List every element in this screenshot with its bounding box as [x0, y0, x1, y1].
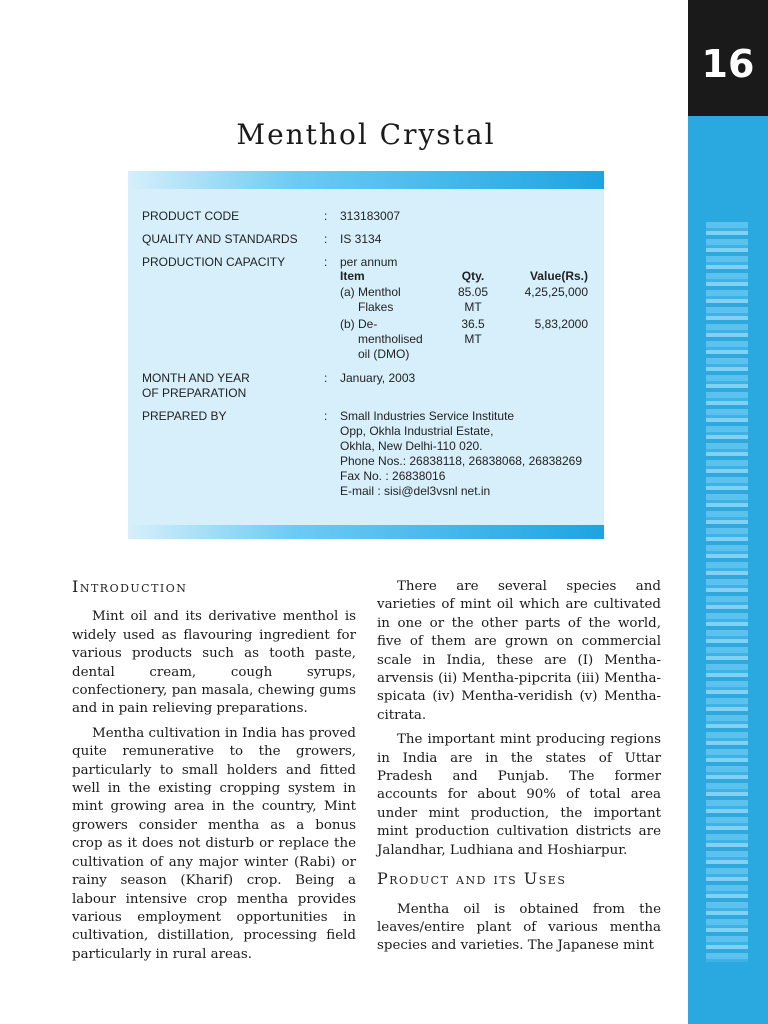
row-month-year	[128, 371, 604, 403]
page-number-tab	[688, 0, 768, 116]
table-row	[340, 317, 590, 365]
quality-value: IS 3134	[340, 232, 382, 246]
month-year-value: January, 2003	[340, 371, 416, 385]
info-box-top-bar	[128, 171, 604, 189]
qty-line: 36.5	[461, 317, 485, 331]
address-line: Okhla, New Delhi-110 020.	[340, 439, 483, 453]
address-line: Opp, Okhla Industrial Estate,	[340, 424, 494, 438]
colon: :	[324, 409, 328, 423]
qty-line: MT	[464, 300, 482, 314]
colon: :	[324, 371, 328, 385]
prepared-by-label: PREPARED BY	[142, 409, 227, 423]
month-year-label	[142, 371, 322, 401]
fax-line: Fax No. : 26838016	[340, 469, 446, 483]
body-paragraph: Mentha oil is obtained from the leaves/entire plant of various mentha species and varieties. The Japanese mint	[377, 901, 661, 954]
quality-label: QUALITY AND STANDARDS	[142, 232, 298, 246]
introduction-heading: Introduction	[72, 577, 188, 596]
colon: :	[324, 232, 328, 246]
row-prepared-by	[128, 409, 604, 509]
label-line: MONTH AND YEAR	[142, 371, 250, 385]
capacity-label: PRODUCTION CAPACITY	[142, 255, 286, 269]
body-paragraph: The important mint producing regions in India are in the states of Uttar Pradesh and Punjab. The former accounts for about 90% of total area under mint production, the important mint production cultivation districts are Jalandhar, Ludhiana and Hoshiarpur.	[377, 732, 661, 858]
product-info-box	[128, 171, 604, 539]
row-value: 4,25,25,000	[524, 285, 588, 299]
qty-line: 85.05	[457, 285, 489, 299]
header-item: Item	[340, 269, 365, 283]
prepared-by-value	[340, 409, 582, 499]
phone-line: Phone Nos.: 26838118, 26838068, 26838269	[340, 454, 582, 468]
left-column	[72, 578, 356, 970]
product-code-value: 313183007	[340, 209, 401, 223]
row-item	[340, 317, 440, 362]
item-line: (a) Menthol	[340, 285, 401, 299]
email-line: E-mail : sisi@del3vsnl net.in	[340, 484, 491, 498]
colon: :	[324, 255, 328, 269]
page-title: Menthol Crystal	[236, 118, 496, 151]
table-row	[340, 285, 590, 317]
qty-line: MT	[464, 332, 482, 346]
row-value: 5,83,2000	[534, 317, 588, 331]
item-line: (b) De-	[340, 317, 378, 331]
row-item	[340, 285, 440, 315]
item-line: mentholised	[358, 332, 423, 346]
capacity-intro: per annum	[340, 255, 398, 269]
row-qty	[448, 285, 498, 315]
product-code-label: PRODUCT CODE	[142, 209, 240, 223]
label-line: OF PREPARATION	[142, 386, 247, 400]
header-qty: Qty.	[461, 269, 485, 283]
page-number: 16	[701, 42, 755, 86]
intro-paragraph: Mentha cultivation in India has proved quite remunerative to the growers, particularly to small holders and fitted well in the existing cropping system in mint growing area in the country, Mint growers consider mentha as a bonus crop as it does not disturb or replace the cultivation of any major winter (Rabi) or rainy season (Kharif) crop. Being a labour intensive crop mentha provides various employment opportunities in cultivation, distillation, processing field particularly in rural areas.	[72, 725, 356, 962]
address-line: Small Industries Service Institute	[340, 409, 515, 423]
colon: :	[324, 209, 328, 223]
info-box-bottom-bar	[128, 525, 604, 539]
item-line: oil (DMO)	[358, 347, 410, 361]
product-heading: Product and its Uses	[377, 869, 567, 889]
row-qty	[448, 317, 498, 347]
body-paragraph: There are several species and varieties of mint oil which are cultivated in one or the other parts of the world, five of them are grown on commercial scale in India, these are (I) Mentha-arvensis (ii) Mentha-pipcrita (iii) Mentha-spicata (iv) Mentha-veridish (v) Mentha-citrata.	[377, 579, 661, 723]
item-line: Flakes	[358, 300, 394, 314]
capacity-header	[340, 269, 590, 284]
row-capacity	[128, 255, 604, 365]
intro-paragraph: Mint oil and its derivative menthol is widely used as flavouring ingredient for various products such as tooth paste, dental cream, cough syrups, confectionery, pan masala, chewing gums and in pain relieving preparations.	[72, 609, 356, 717]
side-decorative-strip	[706, 222, 748, 962]
right-column	[377, 578, 661, 962]
header-value: Value(Rs.)	[529, 269, 588, 283]
